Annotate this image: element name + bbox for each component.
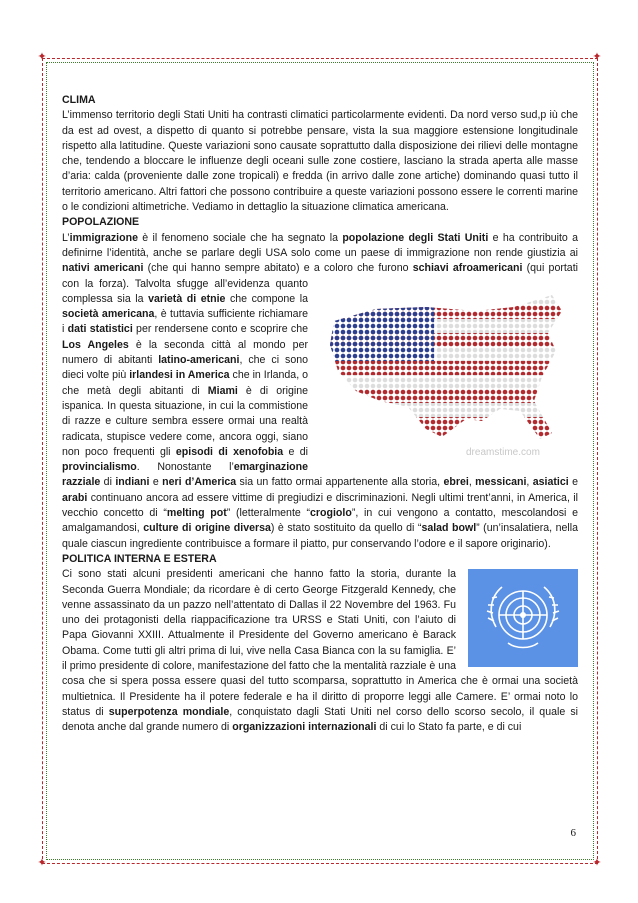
border-corner-ornament: ✦ <box>592 51 602 63</box>
page-number: 6 <box>570 827 576 839</box>
border-corner-ornament: ✦ <box>37 51 47 63</box>
section-heading-politica: POLITICA INTERNA E ESTERA <box>62 552 217 565</box>
watermark: dreamstime.com <box>466 446 540 458</box>
border-corner-ornament: ✦ <box>592 857 602 869</box>
usa-map-illustration <box>316 281 578 461</box>
united-nations-emblem-icon <box>468 569 578 667</box>
popolazione-paragraph: L’immigrazione è il fenomeno sociale che ha segnato la popolazione degli Stati Uniti e ha contribuito a definirne l’identità, anche se parlare degli USA solo come un paese di immigrazione non rende giustizia ai nativi americani (che qui hanno sempre abitato) e a coloro che furono dreamstime.com schiavi afroamericani (qui portati con la forza). Talvolta sfugge all’evidenza quanto complessa sia la varietà di etnie che compone la società americana, è tuttavia sufficiente richiamare i dati statistici per rendersene conto e scoprire che Los Angeles è la seconda città al mondo per numero di abitanti latino-americani, che ci sono dieci volte più irlandesi in America che in Irlanda, o che metà degli abitanti di Miami è di origine ispanica. In questa situazione, in cui la commistione di razze e culture sembra essere ormai una realtà radicata, stupisce vedere come, ancora oggi, siano non poco frequenti gli episodi di xenofobia e di provincialismo. Nonostante l’emarginazione razziale di indiani e neri d’America sia un fatto ormai appartenente alla storia, ebrei, messicani, asiatici e arabi continuano ancora ad essere vittime di pregiudizi e discriminazioni. Negli ultimi trent’anni, in America, il vecchio concetto di “melting pot” (letteralmente “crogiolo”, in cui vengono a contatto, mescolandosi e amalgamandosi, culture di origine diversa) è stato sostituito da quello di “salad bowl” (un’insalatiera, nella quale ciascun ingrediente contribuisce a formare il piatto, pur conservando l’odore e il sapore originario). <box>62 231 579 550</box>
document-body <box>62 93 578 735</box>
un-logo-image <box>468 569 578 667</box>
border-corner-ornament: ✦ <box>37 857 47 869</box>
section-heading-popolazione: POPOLAZIONE <box>62 216 140 229</box>
politica-paragraph: Ci sono stati alcuni presidenti americani che hanno fatto la storia, durante la Seconda Guerra Mondiale; da ricordare è di certo George Fitzgerald Kennedy, che venne assassinato da un pazzo nell’attentato di Dallas il 22 Novembre del 1963. Fu uno dei protagonisti della riappacificazione tra URSS e Stati Uniti, con l’aiuto di Papa Giovanni XXIII. Attualmente il Presidente del Governo americano è Barack Obama. Come tutti gli altri prima di lui, vive nella Casa Bianca con la su famiglia. E’ il primo presidente di colore, manifestazione del fatto che la mentalità razziale è una cosa che si spera possa essere quasi del tutto scomparsa, soprattutto in America che è ormai una società multietnica. Il Presidente ha il potere federale e ha il diritto di proporre leggi alle Camere. E’ ormai noto lo status di superpotenza mondiale, conquistato dagli Stati Uniti nel corso dello scorso secolo, il quale si denota anche dal grande numero di organizzazioni internazionali di cui lo Stato fa parte, e di cui <box>62 568 578 734</box>
clima-paragraph: L’immenso territorio degli Stati Uniti ha contrasti climatici particolarmente evidenti. Da nord verso sud,p iù che da est ad ovest, a dispetto di quanto si potrebbe pensare, vista la sua maggiore estensione longitudinale rispetto alla latitudine. Queste variazioni sono causate soprattutto dalla disposizione dei rilievi delle montagne che, tendendo a bloccare le influenze degli oceani sulle zone costiere, lasciano la strada aperta alle masse d’aria: calda (proveniente dalle zone tropicali) e fredda (in arrivo dalle zone artiche) dominando quasi tutto il territorio americano. Altri fattori che possono contribuire a queste variazioni possono essere le correnti marine o le condizioni altimetriche. Vediamo in dettaglio la situazione climatica americana. <box>62 109 578 214</box>
section-heading-clima: CLIMA <box>62 94 96 106</box>
usa-people-flag-map-image <box>316 281 578 461</box>
